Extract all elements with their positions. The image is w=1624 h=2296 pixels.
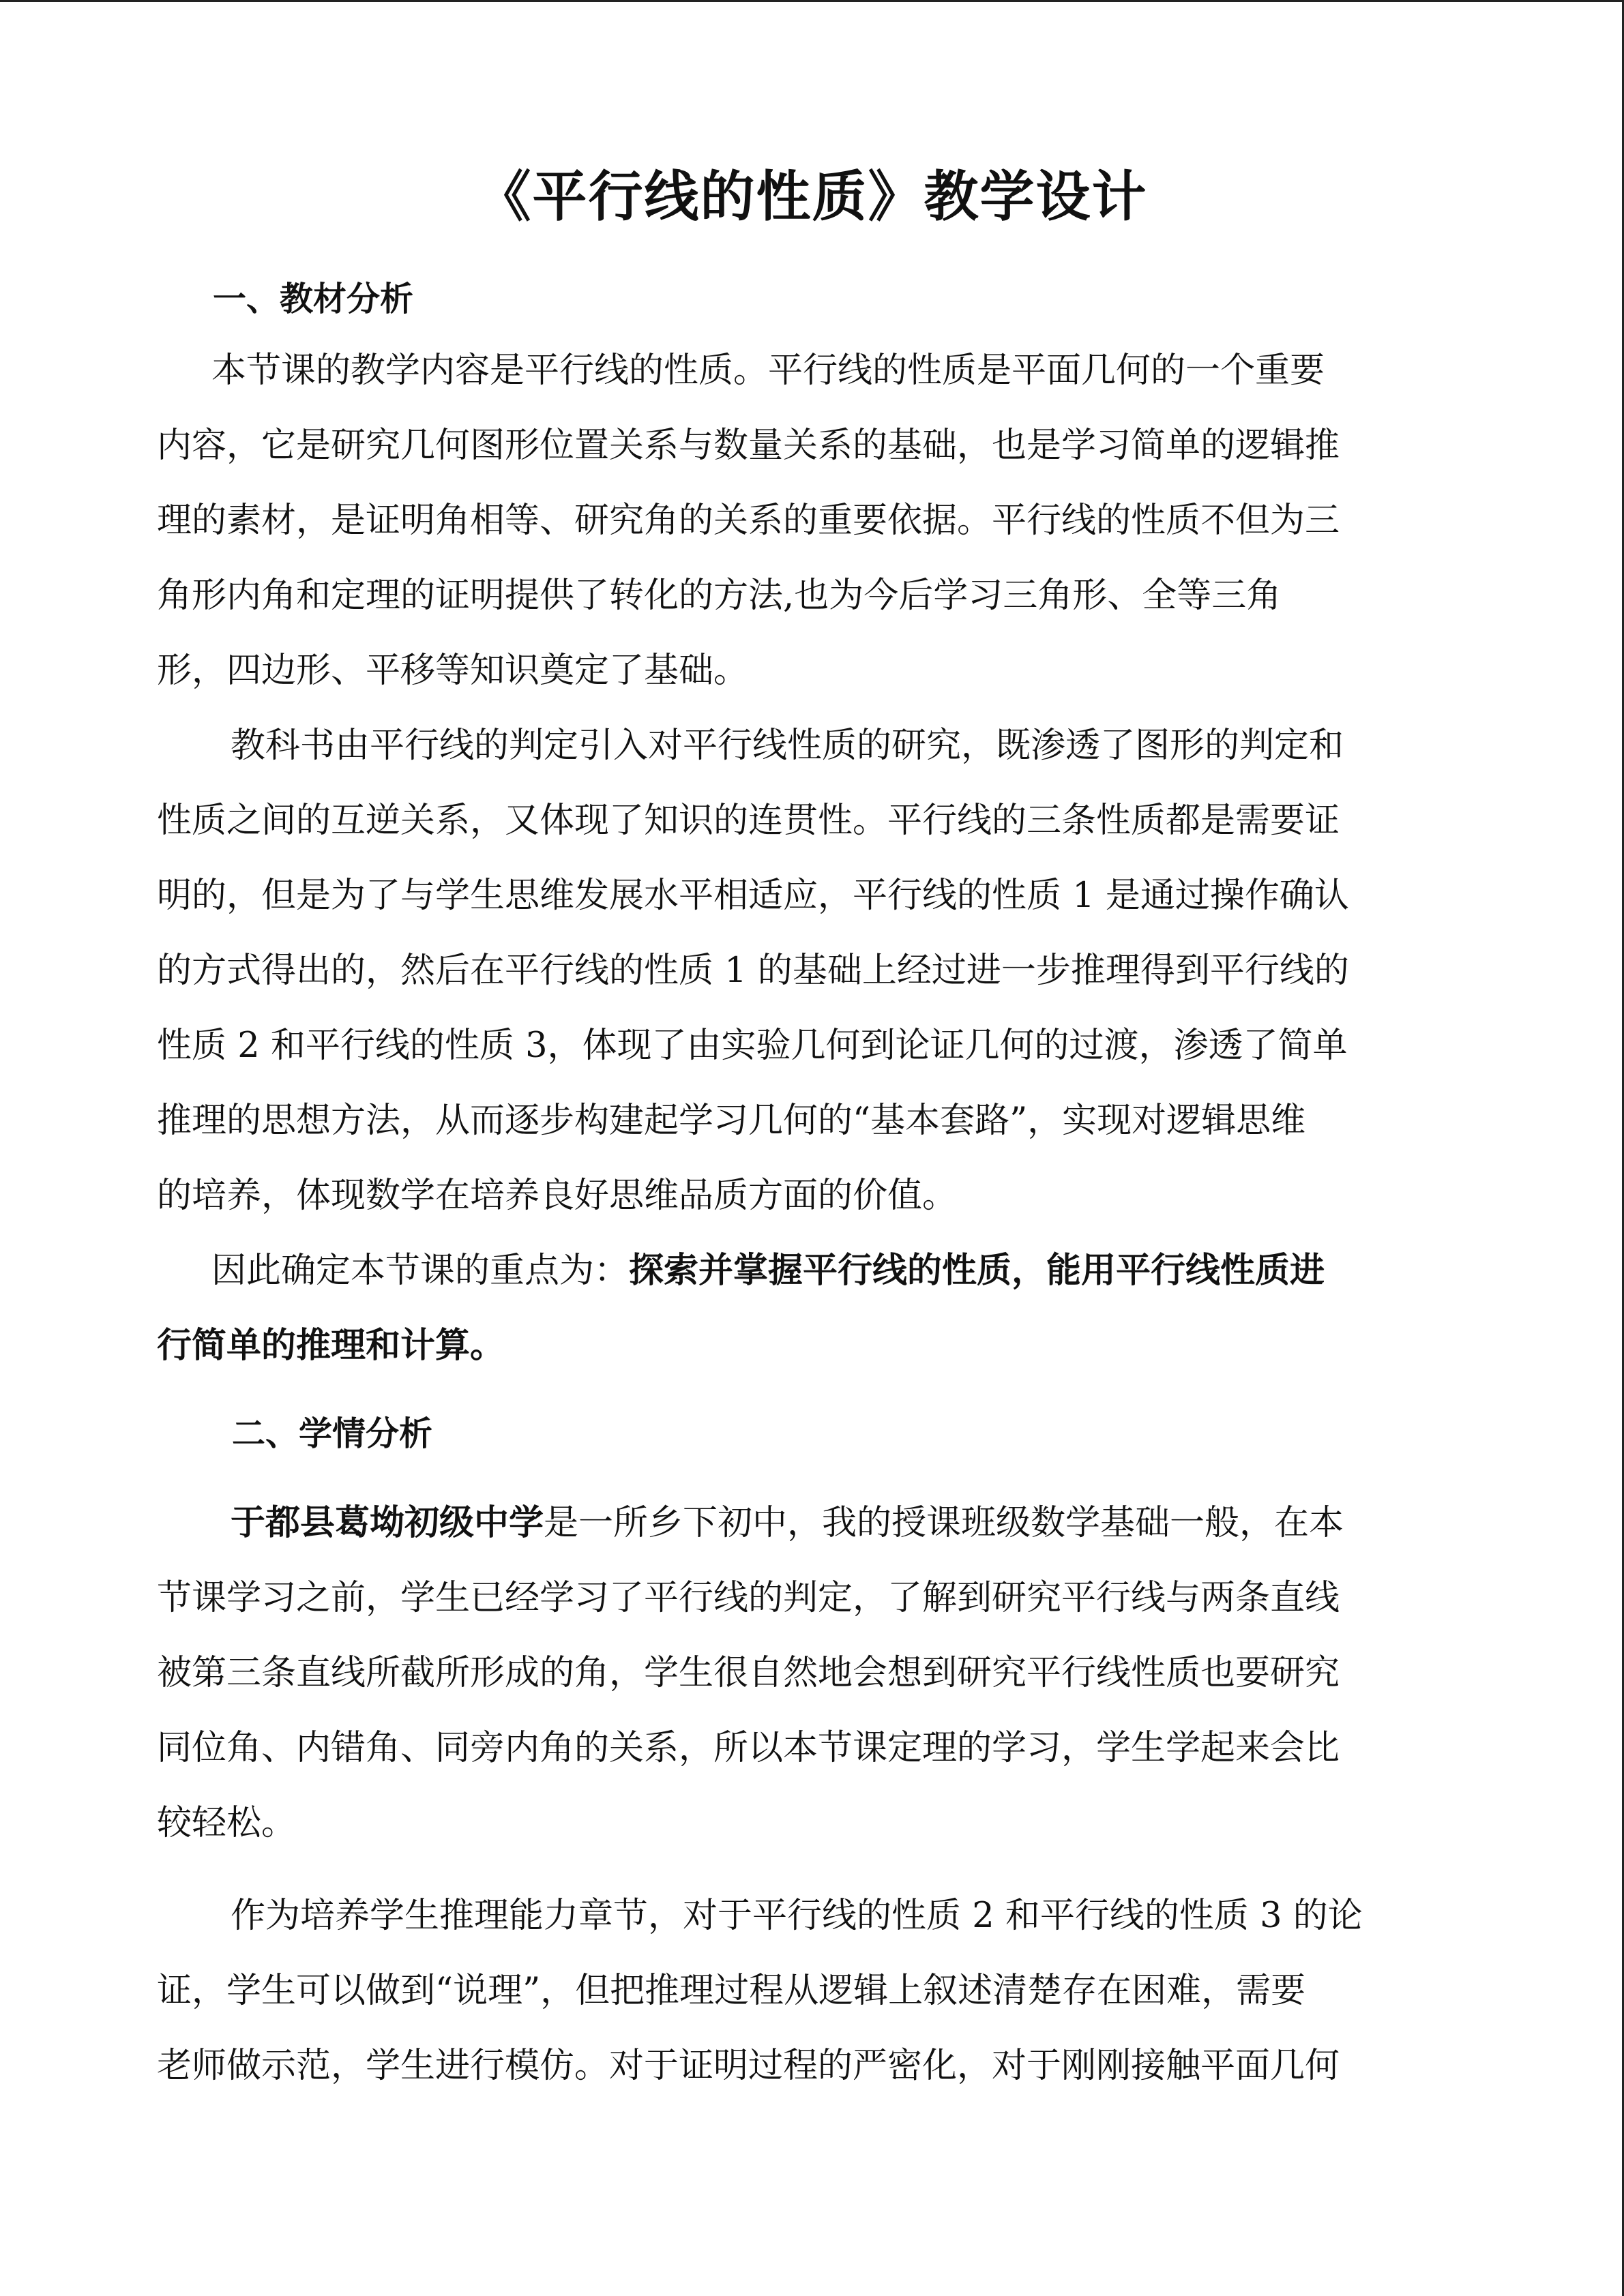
- focus-lead-text: 因此确定本节课的重点为：: [211, 1251, 630, 1291]
- text-line: 性质 2 和平行线的性质 3，体现了由实验几何到论证几何的过渡，渗透了简单: [157, 1026, 1348, 1066]
- document-title: 《平行线的性质》教学设计: [476, 164, 1148, 228]
- text-line: 形，四边形、平移等知识奠定了基础。: [157, 651, 749, 691]
- paragraph-lesson-focus: [157, 1234, 1456, 1384]
- text-line: 性质之间的互逆关系，又体现了知识的连贯性。平行线的三条性质都是需要证: [157, 801, 1340, 841]
- text-line: 教科书由平行线的判定引入对平行线性质的研究，既渗透了图形的判定和: [231, 726, 1344, 766]
- text-line: 同位角、内错角、同旁内角的关系，所以本节课定理的学习，学生学起来会比: [157, 1728, 1340, 1768]
- text-line: [157, 1234, 1456, 1309]
- paragraph-textbook-content: [157, 333, 1456, 709]
- text-line: 内容，它是研究几何图形位置关系与数量关系的基础，也是学习简单的逻辑推: [157, 426, 1340, 466]
- text-line: 理的素材，是证明角相等、研究角的关系的重要依据。平行线的性质不但为三: [157, 501, 1340, 541]
- school-name: 于都县葛坳初级中学: [231, 1503, 544, 1543]
- focus-bold-text: 探索并掌握平行线的性质，能用平行线性质进: [629, 1251, 1325, 1291]
- paragraph-textbook-structure: [157, 709, 1456, 1234]
- paragraph-student-background: [157, 1486, 1456, 1861]
- paragraph-reasoning-ability: [157, 1879, 1456, 2104]
- text-line: [157, 1486, 1456, 1561]
- text-line: 的方式得出的，然后在平行线的性质 1 的基础上经过进一步推理得到平行线的: [157, 951, 1349, 991]
- text-line: 老师做示范，学生进行模仿。对于证明过程的严密化，对于刚刚接触平面几何: [157, 2046, 1340, 2086]
- text-line: 的培养，体现数学在培养良好思维品质方面的价值。: [157, 1176, 958, 1216]
- text-line: 明的，但是为了与学生思维发展水平相适应，平行线的性质 1 是通过操作确认: [157, 876, 1349, 916]
- text-line: 较轻松。: [157, 1803, 297, 1843]
- text-line: 推理的思想方法，从而逐步构建起学习几何的“基本套路”，实现对逻辑思维: [157, 1101, 1306, 1141]
- text-line: 本节课的教学内容是平行线的性质。平行线的性质是平面几何的一个重要: [211, 351, 1325, 391]
- document-body: [157, 265, 1456, 2104]
- text-line: 被第三条直线所截所形成的角，学生很自然地会想到研究平行线性质也要研究: [157, 1653, 1340, 1693]
- section-heading-student-analysis: 二、学情分析: [232, 1414, 433, 1453]
- text-line: 证，学生可以做到“说理”，但把推理过程从逻辑上叙述清楚存在困难，需要: [157, 1971, 1306, 2011]
- text-line: 作为培养学生推理能力章节，对于平行线的性质 2 和平行线的性质 3 的论: [231, 1896, 1363, 1936]
- section-heading-textbook-analysis: 一、教材分析: [213, 280, 414, 318]
- text-fragment: 是一所乡下初中，我的授课班级数学基础一般，在本: [544, 1503, 1344, 1543]
- text-line: 节课学习之前，学生已经学习了平行线的判定，了解到研究平行线与两条直线: [157, 1578, 1340, 1618]
- text-line: 角形内角和定理的证明提供了转化的方法,也为今后学习三角形、全等三角: [157, 576, 1282, 616]
- focus-bold-text: 行简单的推理和计算。: [157, 1326, 505, 1366]
